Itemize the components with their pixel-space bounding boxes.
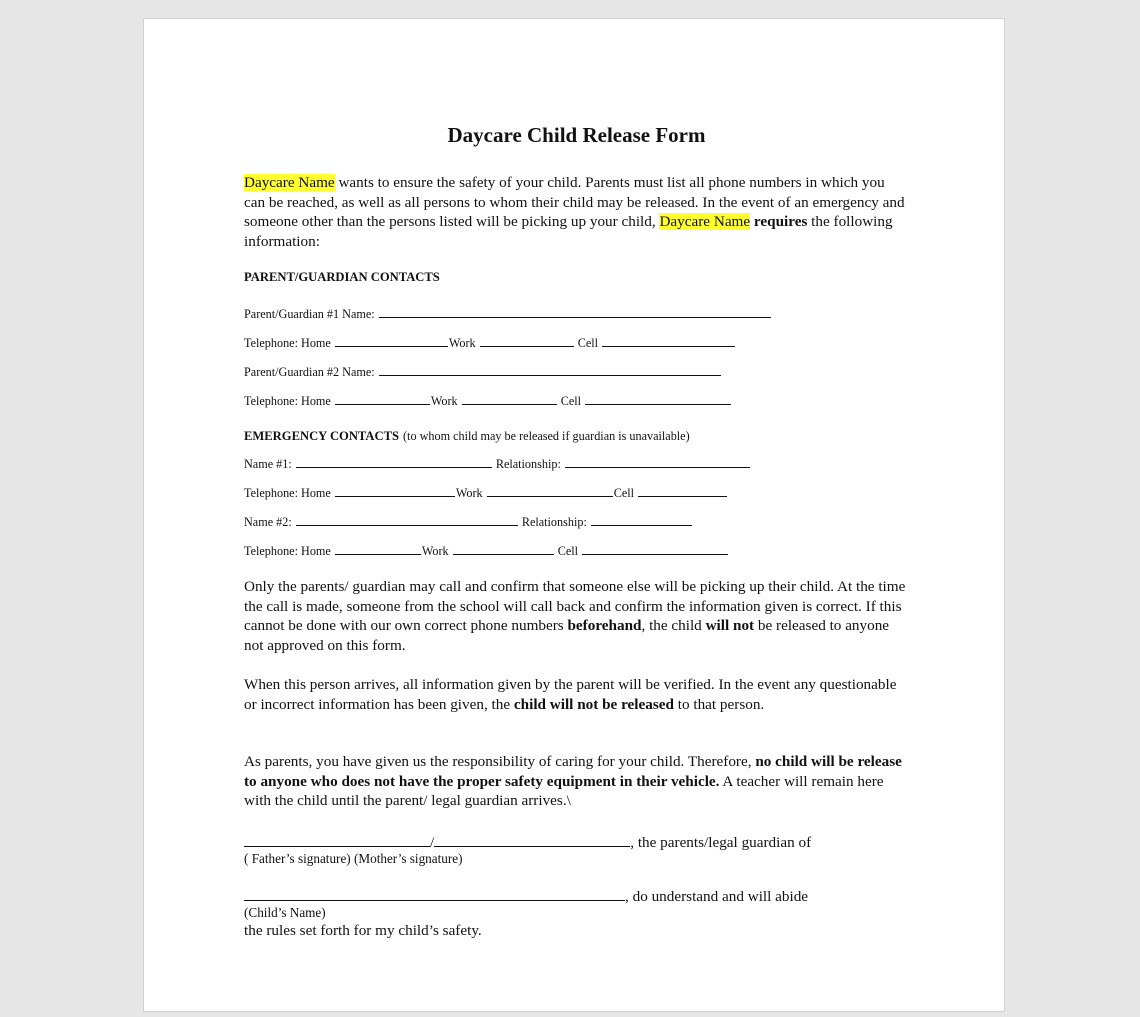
guardian-suffix-text: , the parents/legal guardian of — [630, 834, 812, 851]
closing-line: the rules set forth for my child’s safety. — [244, 922, 482, 939]
intro-paragraph — [244, 173, 909, 252]
document-page — [143, 18, 1005, 1012]
document-title: Daycare Child Release Form — [447, 123, 706, 147]
cell-phone-field[interactable] — [585, 392, 731, 405]
cell-label: Cell — [560, 394, 582, 408]
paragraph-text: to that person. — [673, 695, 765, 713]
guardian1-label: Parent/Guardian #1 Name: — [244, 307, 375, 321]
signature-caption: ( Father’s signature) (Mother’s signature) — [244, 851, 463, 866]
emergency-name1-row — [244, 455, 751, 472]
safety-equipment-bold: no child will be release to anyone who does not have the proper safety equipment in their vehicle. — [244, 753, 902, 790]
emergency-note: (to whom child may be released if guardian is unavailable) — [403, 429, 690, 443]
name1-label: Name #1: — [244, 457, 292, 471]
name2-label: Name #2: — [244, 515, 292, 529]
guardian2-telephone-row — [244, 392, 732, 409]
parent-guardian-heading: PARENT/GUARDIAN CONTACTS — [244, 270, 440, 284]
guardian1-telephone-row — [244, 334, 736, 351]
guardian2-label: Parent/Guardian #2 Name: — [244, 365, 375, 379]
cell-phone-field[interactable] — [582, 542, 728, 555]
work-label: Work — [430, 394, 458, 408]
home-phone-field[interactable] — [335, 484, 455, 497]
daycare-name-highlight: Daycare Name — [659, 213, 751, 231]
paragraph-text: , the child — [641, 617, 706, 635]
work-phone-field[interactable] — [462, 392, 557, 405]
telephone-home-label: Telephone: Home — [244, 336, 331, 350]
paragraph-text: As parents, you have given us the responsibility of caring for your child. Therefore, — [244, 753, 756, 770]
paragraph-text: When this person arrives, all information given by the parent will be verified. In the event any questionable or incorrect information has been given, the — [244, 676, 897, 713]
guardian1-name-field[interactable] — [379, 305, 771, 318]
relationship1-label: Relationship: — [495, 457, 561, 471]
cell-label: Cell — [577, 336, 599, 350]
intro-text: the following information: — [244, 213, 893, 251]
child-name-field[interactable] — [244, 886, 625, 901]
mother-signature-field[interactable] — [434, 832, 630, 847]
emergency-heading-row — [244, 427, 690, 445]
verification-paragraph — [244, 675, 909, 714]
requires-bold: requires — [753, 213, 808, 231]
father-signature-field[interactable] — [244, 832, 430, 847]
beforehand-bold: beforehand — [567, 617, 642, 635]
cell-phone-field[interactable] — [602, 334, 735, 347]
guardian2-name-field[interactable] — [379, 363, 721, 376]
emergency-name2-row — [244, 513, 693, 530]
will-not-bold: will not — [705, 617, 755, 635]
relationship2-field[interactable] — [591, 513, 692, 526]
signature-slash: / — [430, 834, 435, 851]
name2-field[interactable] — [296, 513, 518, 526]
telephone-home-label: Telephone: Home — [244, 544, 331, 558]
home-phone-field[interactable] — [335, 334, 448, 347]
guardian1-row — [244, 305, 772, 322]
paragraph-text: Only the parents/ guardian may call and confirm that someone else will be picking up their child. At the time the call is made, someone from the school will call back and confirm the information given is correct. If this cannot be done with our own correct phone numbers — [244, 578, 906, 635]
confirmation-paragraph — [244, 577, 909, 656]
emergency-contacts-heading: EMERGENCY CONTACTS — [244, 429, 399, 443]
work-label: Work — [421, 544, 449, 558]
not-released-bold: child will not be released — [513, 695, 674, 713]
work-phone-field[interactable] — [480, 334, 574, 347]
responsibility-paragraph — [244, 752, 909, 811]
home-phone-field[interactable] — [335, 542, 421, 555]
telephone-home-label: Telephone: Home — [244, 486, 331, 500]
relationship2-label: Relationship: — [521, 515, 587, 529]
emergency2-telephone-row — [244, 542, 729, 559]
work-phone-field[interactable] — [453, 542, 554, 555]
guardian-signature-row — [244, 832, 811, 852]
abide-suffix-text: , do understand and will abide — [625, 888, 809, 905]
work-label: Work — [448, 336, 476, 350]
paragraph-text: A teacher will remain here with the child until the parent/ legal guardian arrives.\ — [244, 772, 884, 810]
daycare-name-highlight: Daycare Name — [244, 174, 335, 191]
intro-text: wants to ensure the safety of your child. Parents must list all phone numbers in which you can be reached, as well as all persons to whom their child may be released. In the event of an emergency and someone other than the persons listed will be picking up your child, — [244, 174, 905, 231]
emergency1-telephone-row — [244, 484, 728, 501]
work-label: Work — [455, 486, 483, 500]
child-name-caption: (Child’s Name) — [244, 905, 326, 920]
paragraph-text: be released to anyone not approved on this form. — [244, 617, 890, 655]
cell-label: Cell — [557, 544, 579, 558]
cell-label: Cell — [613, 486, 634, 500]
home-phone-field[interactable] — [335, 392, 430, 405]
relationship1-field[interactable] — [565, 455, 750, 468]
guardian2-row — [244, 363, 722, 380]
child-name-row — [244, 886, 808, 906]
work-phone-field[interactable] — [487, 484, 613, 497]
name1-field[interactable] — [296, 455, 492, 468]
cell-phone-field[interactable] — [638, 484, 727, 497]
telephone-home-label: Telephone: Home — [244, 394, 331, 408]
